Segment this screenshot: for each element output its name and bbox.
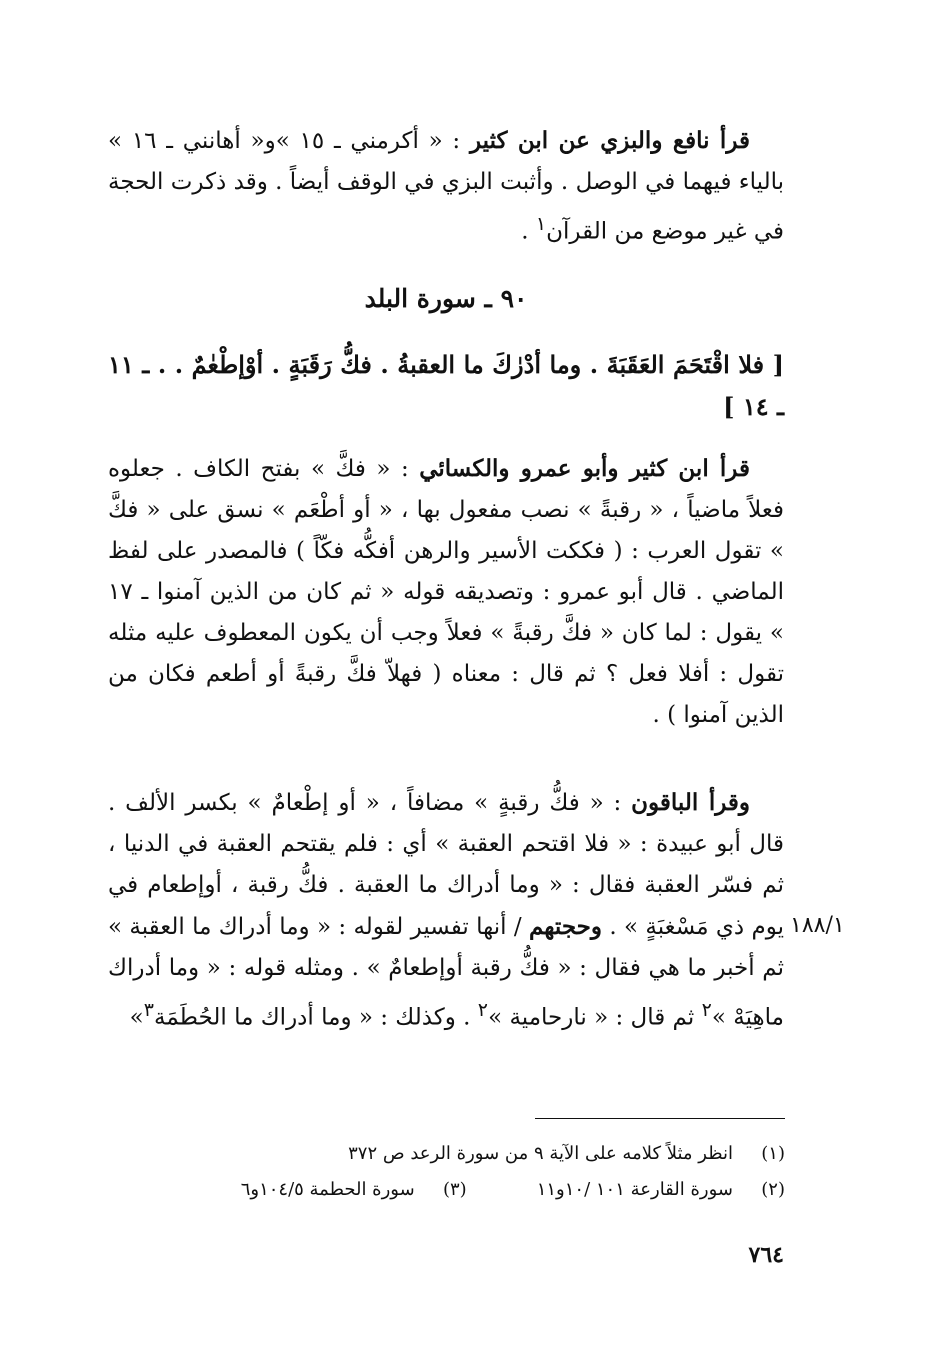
footnote-ref: ٣ bbox=[143, 998, 155, 1021]
paragraph-others bbox=[108, 782, 784, 1039]
footnote-text: سورة الحطمة ١٠٤/٥و٦ bbox=[240, 1179, 415, 1200]
paragraph-text: » bbox=[129, 1004, 144, 1031]
reader-names: وقرأ الباقون bbox=[631, 789, 751, 816]
reader-names: قرأ نافع والبزي عن ابن كثير bbox=[469, 127, 751, 154]
argument-label: وحجتهم bbox=[528, 913, 603, 940]
footnote-ref: ٢ bbox=[477, 998, 489, 1021]
paragraph-nafi-bazzi bbox=[108, 120, 784, 253]
quran-verse: [ فلا اقْتَحَمَ العَقَبَةَ . وما أدْرٰكَ ما العقبةُ . فكُّ رَقَبَةٍ . أوْإطْعٰمٌ . . ـ ١١ ـ ١٤ ] bbox=[108, 350, 784, 421]
footnote-2-3 bbox=[150, 1172, 785, 1208]
footnote-divider bbox=[535, 1118, 785, 1119]
footnote-ref: ٢ bbox=[701, 998, 712, 1021]
paragraph-text: . وكذلك : « وما أدراك ما الحُطَمَة bbox=[154, 1004, 471, 1031]
paragraph-text: : « أكرمني ـ ١٥ »و« أهانني ـ ١٦ » بالياء فيهما في الوصل . وأثبت البزي في الوقف أيضاً . وقد ذكرت الحجة في غير موضع من القرآن bbox=[108, 128, 784, 245]
paragraph-text: : « فكُّ رقبةٍ » مضافاً ، « أو إطْعامٌ » بكسر الألف . قال أبو عبيدة : « فلا اقتحم العقبة » أي : فلم يقتحم العقبة في الدنيا ، ثم فسّر العقبة فقال : « وما أدراك ما العقبة . فكُّ رقبة ، أوإطعام في يوم ذي مَسْغبَةٍ » . bbox=[108, 790, 785, 940]
footnotes bbox=[150, 1136, 785, 1208]
footnote-ref: ١ bbox=[535, 212, 547, 235]
footnote-1 bbox=[150, 1136, 785, 1172]
surah-heading: ٩٠ ـ سورة البلد bbox=[364, 284, 528, 313]
page-number: ٧٦٤ bbox=[748, 1242, 784, 1268]
footnote-text: انظر مثلاً كلامه على الآية ٩ من سورة الرعد ص ٣٧٢ bbox=[348, 1143, 733, 1164]
footnote-number: (١) bbox=[761, 1143, 785, 1164]
paragraph-ibn-kathir bbox=[108, 448, 784, 736]
reader-names: قرأ ابن كثير وأبو عمرو والكسائي bbox=[419, 455, 750, 482]
footnote-number: (٢) bbox=[761, 1179, 785, 1200]
footnote-text: سورة القارعة ١٠١ /١٠و١١ bbox=[536, 1179, 733, 1200]
manuscript-folio-ref: ١٨٨/١ bbox=[790, 913, 845, 938]
paragraph-text: / أنها تفسير لقوله : « وما أدراك ما العقبة » ثم أخبر ما هي فقال : « فكُّ رقبة أوإطعامٌ » . ومثله قوله : « وما أدراك ماهِيَهْ » bbox=[108, 914, 784, 1031]
paragraph-text: : « فكَّ » بفتح الكاف . جعلوه فعلاً ماضياً ، « رقبةً » نصب مفعول بها ، « أو أطْعَم » نسق على « فكَّ » تقول العرب : ( فككت الأسير والرهن أفكُّه فكّاً ) فالمصدر على لفظ الماضي . قال أبو عمرو : وتصديقه قوله « ثم كان من الذين آمنوا ـ ١٧ » يقول : لما كان « فكَّ رقبةً » فعلاً وجب أن يكون المعطوف عليه مثله تقول : أفلا فعل ؟ ثم قال : معناه ( فهلاّ فكَّ رقبةً أو أطعم فكان من الذين آمنوا ) . bbox=[108, 456, 784, 728]
footnote-number: (٣) bbox=[442, 1179, 467, 1200]
paragraph-text: ثم قال : « نارحامية » bbox=[488, 1004, 702, 1031]
paragraph-end: . bbox=[521, 218, 536, 245]
